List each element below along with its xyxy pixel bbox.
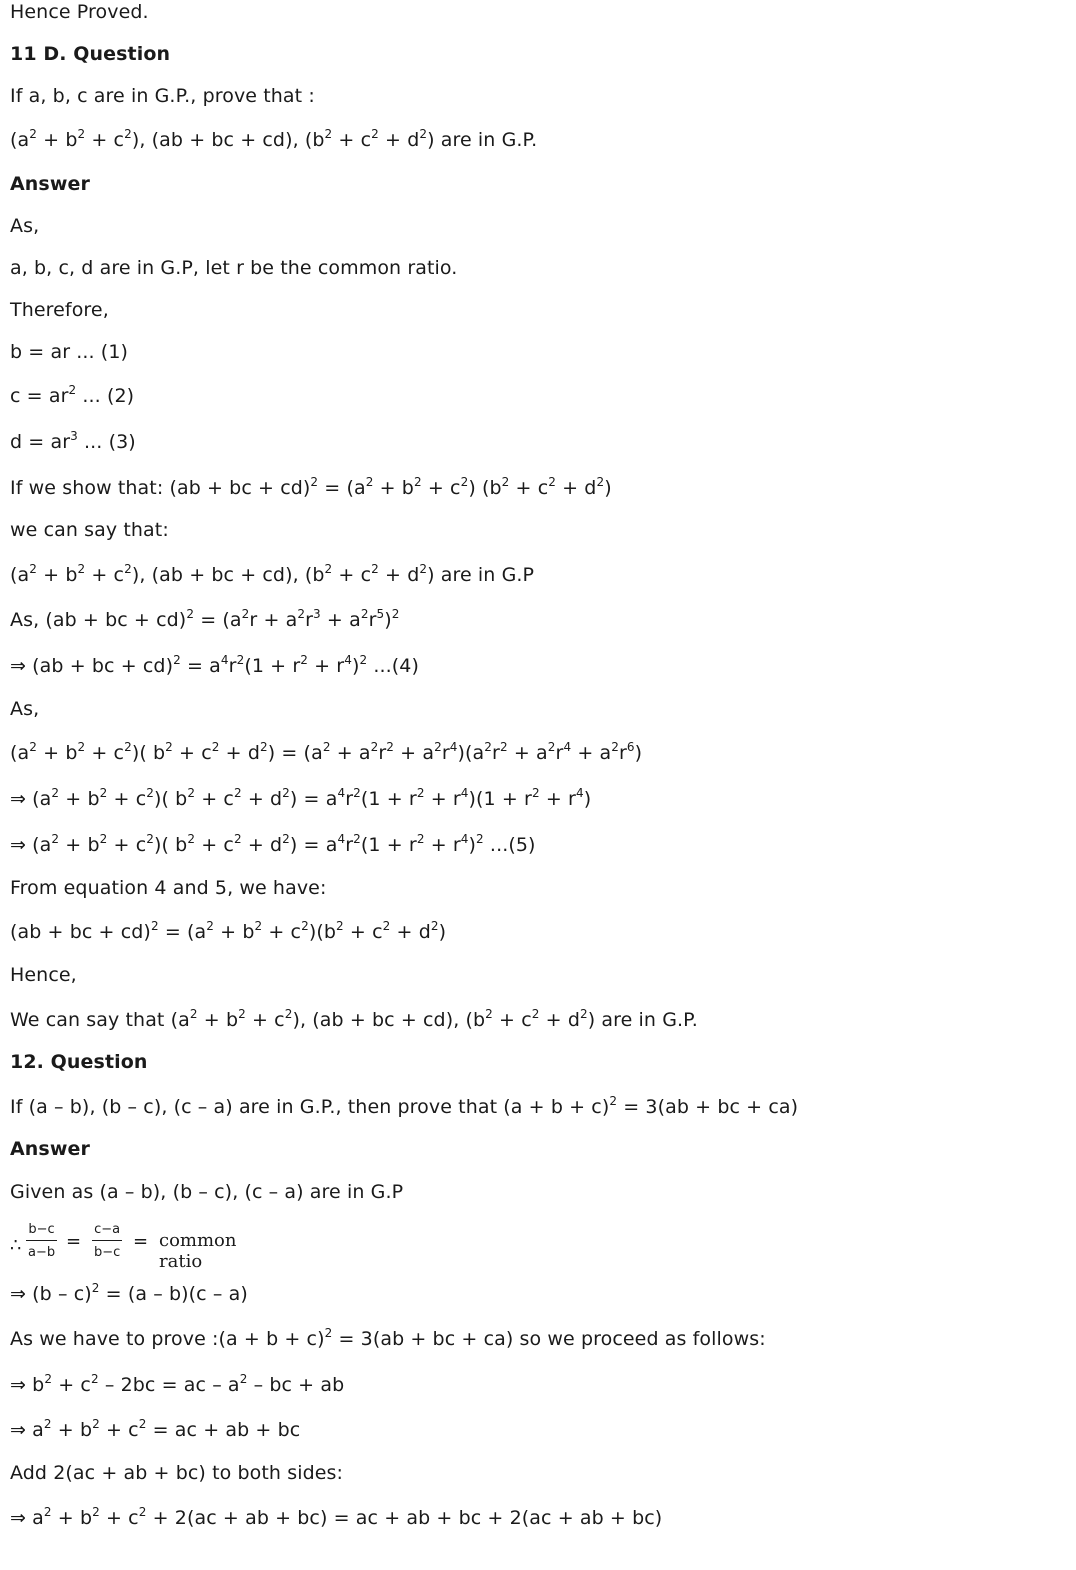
question-11d-text: If a, b, c are in G.P., prove that :	[10, 85, 315, 107]
answer-heading-11d: Answer	[10, 173, 90, 195]
equals-sign: =	[66, 1231, 82, 1252]
solution-line: Hence,	[10, 964, 77, 986]
solution-line: we can say that:	[10, 519, 169, 541]
question-11d-heading: 11 D. Question	[10, 43, 171, 65]
question-11d-expression: $(a^2 + b^2 + c^2)$, (ab + bc + cd), $(b^2 + c^2 + d^2)$ are in G.P.	[10, 127, 538, 151]
question-12-heading: 12. Question	[10, 1051, 148, 1073]
solution-line: $(a^2 + b^2 + c^2)$, (ab + bc + cd), $(b^2 + c^2 + d^2)$ are in G.P	[10, 562, 535, 586]
fraction-right-denominator: b−c	[94, 1245, 121, 1260]
solution-line: ⇒ $b^2 + c^2 - 2bc$ = ac – $a^2$ – bc + ab	[10, 1372, 345, 1396]
solution-line: ⇒ $a^2 + b^2 + c^2$ = ac + ab + bc	[10, 1417, 301, 1441]
conclusion-line: We can say that $(a^2 + b^2 + c^2)$, (ab + bc + cd), $(b^2 + c^2 + d^2)$ are in G.P.	[10, 1007, 698, 1031]
solution-line: ⇒ $(a^2 + b^2 + c^2)$( $b^2 + c^2 + d^2) = a^4r^2(1 + r^2 + r^4)(1 + r^2 + r^4)$	[10, 786, 592, 810]
solution-line: ⇒ $a^2 + b^2 + c^2 + 2(ac$ + ab + bc) = ac + ab + bc + 2(ac + ab + bc)	[10, 1505, 663, 1529]
solution-line: From equation 4 and 5, we have:	[10, 877, 327, 899]
solution-line: $(a^2 + b^2 + c^2)$( $b^2 + c^2 + d^2) = (a^2 + a^2r^2 + a^2r^4)(a^2r^2 + a^2r^4 + a^2r^6)$	[10, 740, 643, 764]
fraction-left-numerator: b−c	[26, 1222, 57, 1241]
equals-sign: =	[133, 1231, 149, 1252]
solution-line: If we show that: (ab + bc + $cd)^2 = (a^2 + b^2 + c^2) (b^2 + c^2 + d^2)$	[10, 475, 612, 499]
equation-3: $d = ar^3$ ... (3)	[10, 429, 136, 453]
solution-line: As, (ab + bc + $cd)^2 = (a^2r + a^2r^3 + a^2r^5)^2$	[10, 607, 400, 631]
fraction-left-denominator: a−b	[28, 1245, 56, 1260]
solution-line: As,	[10, 215, 40, 237]
equation-5: ⇒ $(a^2 + b^2 + c^2)$( $b^2 + c^2 + d^2) = a^4r^2(1 + r^2 + r^4)^2$ ...(5)	[10, 832, 536, 856]
question-12-text: If (a – b), (b – c), (c – a) are in G.P., then prove that $(a + b + c)^2 = 3(ab$ + bc + ca)	[10, 1094, 799, 1118]
answer-heading-12: Answer	[10, 1138, 90, 1160]
equation-2: $c = ar^2$ ... (2)	[10, 383, 135, 407]
fraction-right-numerator: c−a	[92, 1222, 122, 1241]
solution-line: Therefore,	[10, 299, 109, 321]
solution-line: Add 2(ac + ab + bc) to both sides:	[10, 1462, 344, 1484]
solution-line: As we have to prove :(a + b + c)$^2$ = 3(ab + bc + ca) so we proceed as follows:	[10, 1326, 766, 1350]
solution-line: (ab + bc + $cd)^2 = (a^2 + b^2 + c^2)(b^2 + c^2 + d^2)$	[10, 919, 447, 943]
therefore-symbol: ∴	[10, 1235, 22, 1256]
solution-line: a, b, c, d are in G.P, let r be the common ratio.	[10, 257, 458, 279]
solution-line: As,	[10, 698, 40, 720]
solution-line: Given as (a – b), (b – c), (c – a) are in G.P	[10, 1181, 404, 1203]
fraction-left	[26, 1222, 57, 1260]
common-ratio-label: common ratio	[159, 1230, 237, 1272]
fraction-right	[92, 1222, 122, 1260]
solution-line: ⇒ (b – c)$^2$ = (a – b)(c – a)	[10, 1281, 248, 1305]
equation-4: ⇒ (ab + bc + $cd)^2 = a^4r^2(1 + r^2 + r^4)^2$ ...(4)	[10, 653, 420, 677]
hence-proved-line: Hence Proved.	[10, 1, 149, 23]
equation-1: b = ar ... (1)	[10, 341, 129, 363]
